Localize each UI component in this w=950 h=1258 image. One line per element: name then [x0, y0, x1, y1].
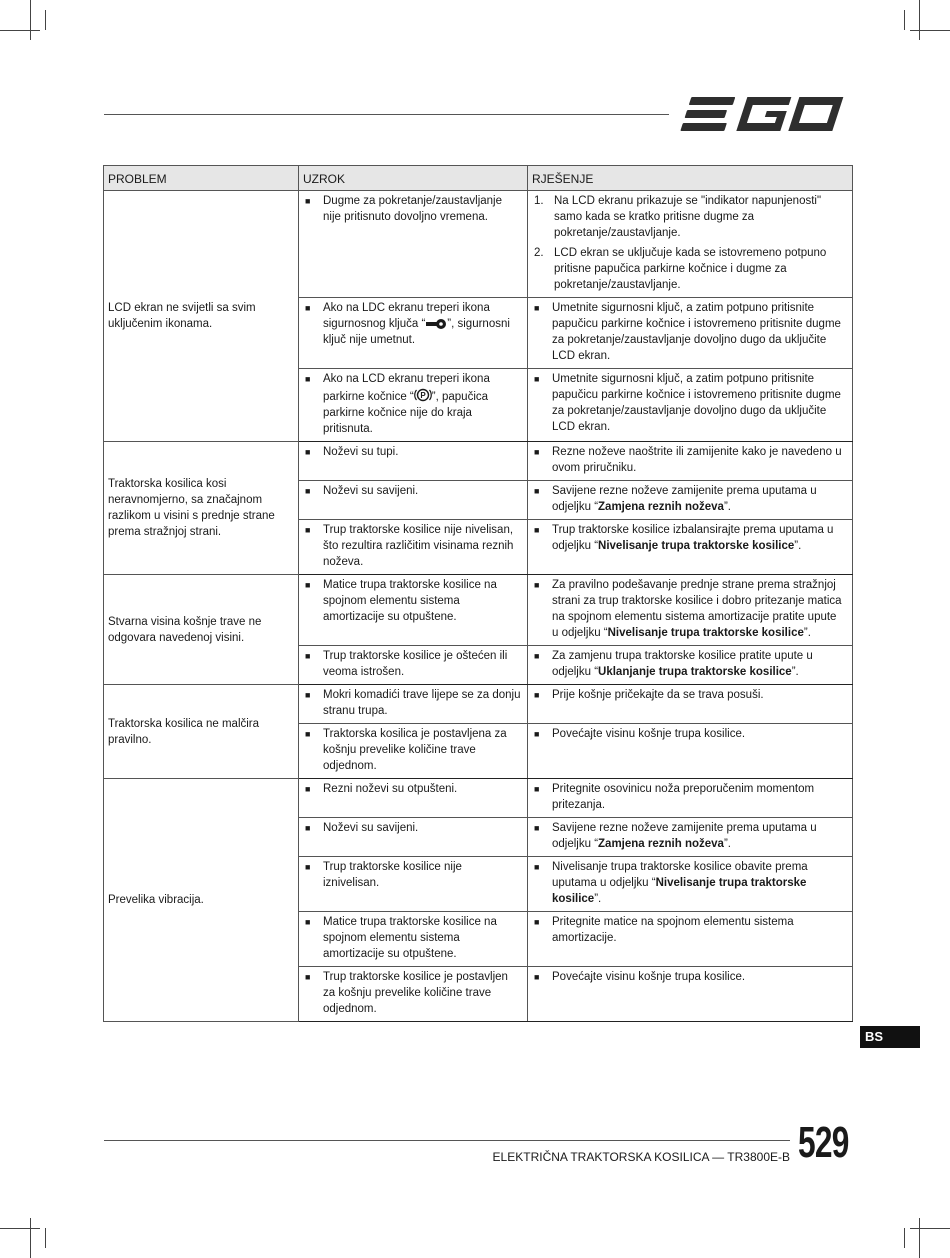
solution-cell: ■ Rezne noževe naoštrite ili zamijenite kako je navedeno u ovom priručniku. [528, 442, 853, 481]
crop-mark [919, 1218, 920, 1258]
cause-cell: ■ Trup traktorske kosilice nije iznivelisan. [299, 857, 528, 912]
crop-mark [910, 1228, 950, 1229]
crop-mark [0, 1228, 40, 1229]
ego-logo [680, 95, 852, 133]
footer-rule [104, 1140, 790, 1141]
problem-cell: Traktorska kosilica kosi neravnomjerno, sa značajnom razlikom u visini s prednje strane prema stražnjoj strani. [104, 442, 299, 575]
cause-cell: ■ Noževi su tupi. [299, 442, 528, 481]
solution-cell: ■ Savijene rezne noževe zamijenite prema uputama u odjeljku “Zamjena reznih noževa”. [528, 818, 853, 857]
solution-cell: ■ Pritegnite osovinicu noža preporučenim momentom pritezanja. [528, 779, 853, 818]
crop-mark [904, 1228, 905, 1248]
footer-title: ELEKTRIČNA TRAKTORSKA KOSILICA — TR3800E-B [492, 1150, 790, 1164]
cause-cell: ■ Ako na LDC ekranu treperi ikona sigurnosnog ključa “ ”, sigurnosni ključ nije umetnut. [299, 298, 528, 369]
table-row [104, 779, 853, 818]
table-header-row [104, 166, 853, 191]
language-tab: BS [860, 1026, 920, 1048]
problem-cell: Stvarna visina košnje trave ne odgovara navedenoj visini. [104, 575, 299, 685]
problem-header: PROBLEM [104, 166, 299, 191]
crop-mark [45, 10, 46, 30]
crop-mark [30, 0, 31, 40]
cause-cell: ■ Ako na LCD ekranu treperi ikona parkirne kočnice “ P ”, papučica parkirne kočnice nije do kraja pritisnuta. [299, 369, 528, 442]
crop-mark [0, 30, 40, 31]
table-row [104, 191, 853, 298]
cause-cell: ■ Matice trupa traktorske kosilice na spojnom elementu sistema amortizacije su otpuštene. [299, 912, 528, 967]
crop-mark [919, 0, 920, 40]
crop-mark [30, 1218, 31, 1258]
problem-cell: LCD ekran ne svijetli sa svim uključenim ikonama. [104, 191, 299, 442]
solution-cell: ■ Trup traktorske kosilice izbalansirajte prema uputama u odjeljku “Nivelisanje trupa traktorske kosilice”. [528, 520, 853, 575]
cause-cell: ■ Trup traktorske kosilice nije nivelisan, što rezultira različitim visinama reznih noževa. [299, 520, 528, 575]
troubleshooting-table [103, 165, 853, 1022]
solution-cell: ■ Za pravilno podešavanje prednje strane prema stražnjoj strani za trup traktorske kosilice i dobro pritezanje matica na spojnom elementu sistema amortizacije pratite upute u odjeljku “Nivelisanje trupa traktorske kosilice”. [528, 575, 853, 646]
crop-mark [45, 1228, 46, 1248]
cause-header: UZROK [299, 166, 528, 191]
solution-cell: ■ Umetnite sigurnosni ključ, a zatim potpuno pritisnite papučicu parkirne kočnice i istovremeno pritisnite dugme za pokretanje/zaustavljanje dovoljno dugo da uključite LCD ekran. [528, 298, 853, 369]
svg-text:P: P [420, 391, 426, 400]
header-rule [104, 114, 669, 115]
solution-cell: ■ Prije košnje pričekajte da se trava posuši. [528, 685, 853, 724]
cause-cell: ■ Mokri komadići trave lijepe se za donju stranu trupa. [299, 685, 528, 724]
table-row [104, 685, 853, 724]
cause-cell: ■ Dugme za pokretanje/zaustavljanje nije pritisnuto dovoljno vremena. [299, 191, 528, 298]
cause-cell: ■ Matice trupa traktorske kosilice na spojnom elementu sistema amortizacije su otpuštene. [299, 575, 528, 646]
parking-brake-icon [414, 387, 432, 403]
table-row [104, 442, 853, 481]
solution-cell: ■ Nivelisanje trupa traktorske kosilice obavite prema uputama u odjeljku “Nivelisanje trupa traktorske kosilice”. [528, 857, 853, 912]
solution-cell: ■ Umetnite sigurnosni ključ, a zatim potpuno pritisnite papučicu parkirne kočnice i istovremeno pritisnite dugme za pokretanje/zaustavljanje dovoljno dugo da uključite LCD ekran. [528, 369, 853, 442]
crop-mark [904, 10, 905, 30]
cause-cell: ■ Rezni noževi su otpušteni. [299, 779, 528, 818]
solution-cell: ■ Savijene rezne noževe zamijenite prema uputama u odjeljku “Zamjena reznih noževa”. [528, 481, 853, 520]
page-number: 529 [798, 1118, 849, 1167]
cause-cell: ■ Trup traktorske kosilice je oštećen ili veoma istrošen. [299, 646, 528, 685]
solution-cell: ■ Povećajte visinu košnje trupa kosilice. [528, 967, 853, 1022]
cause-cell: ■ Traktorska kosilica je postavljena za košnju prevelike količine trave odjednom. [299, 724, 528, 779]
problem-cell: Traktorska kosilica ne malčira pravilno. [104, 685, 299, 779]
safety-key-icon [425, 318, 447, 330]
table-row [104, 575, 853, 646]
problem-cell: Prevelika vibracija. [104, 779, 299, 1022]
crop-mark [910, 30, 950, 31]
cause-cell: ■ Noževi su savijeni. [299, 481, 528, 520]
solution-header: RJEŠENJE [528, 166, 853, 191]
solution-cell: 1. Na LCD ekranu prikazuje se "indikator napunjenosti" samo kada se kratko pritisne dugme za pokretanje/zaustavljanje. 2. LCD ekran se uključuje kada se istovremeno potpuno pritisne papučica parkirne kočnice i dugme za pokretanje/zaustavljanje. [528, 191, 853, 298]
solution-cell: ■ Pritegnite matice na spojnom elementu sistema amortizacije. [528, 912, 853, 967]
solution-cell: ■ Za zamjenu trupa traktorske kosilice pratite upute u odjeljku “Uklanjanje trupa traktorske kosilice”. [528, 646, 853, 685]
solution-cell: ■ Povećajte visinu košnje trupa kosilice. [528, 724, 853, 779]
cause-cell: ■ Trup traktorske kosilice je postavljen za košnju prevelike količine trave odjednom. [299, 967, 528, 1022]
cause-cell: ■ Noževi su savijeni. [299, 818, 528, 857]
